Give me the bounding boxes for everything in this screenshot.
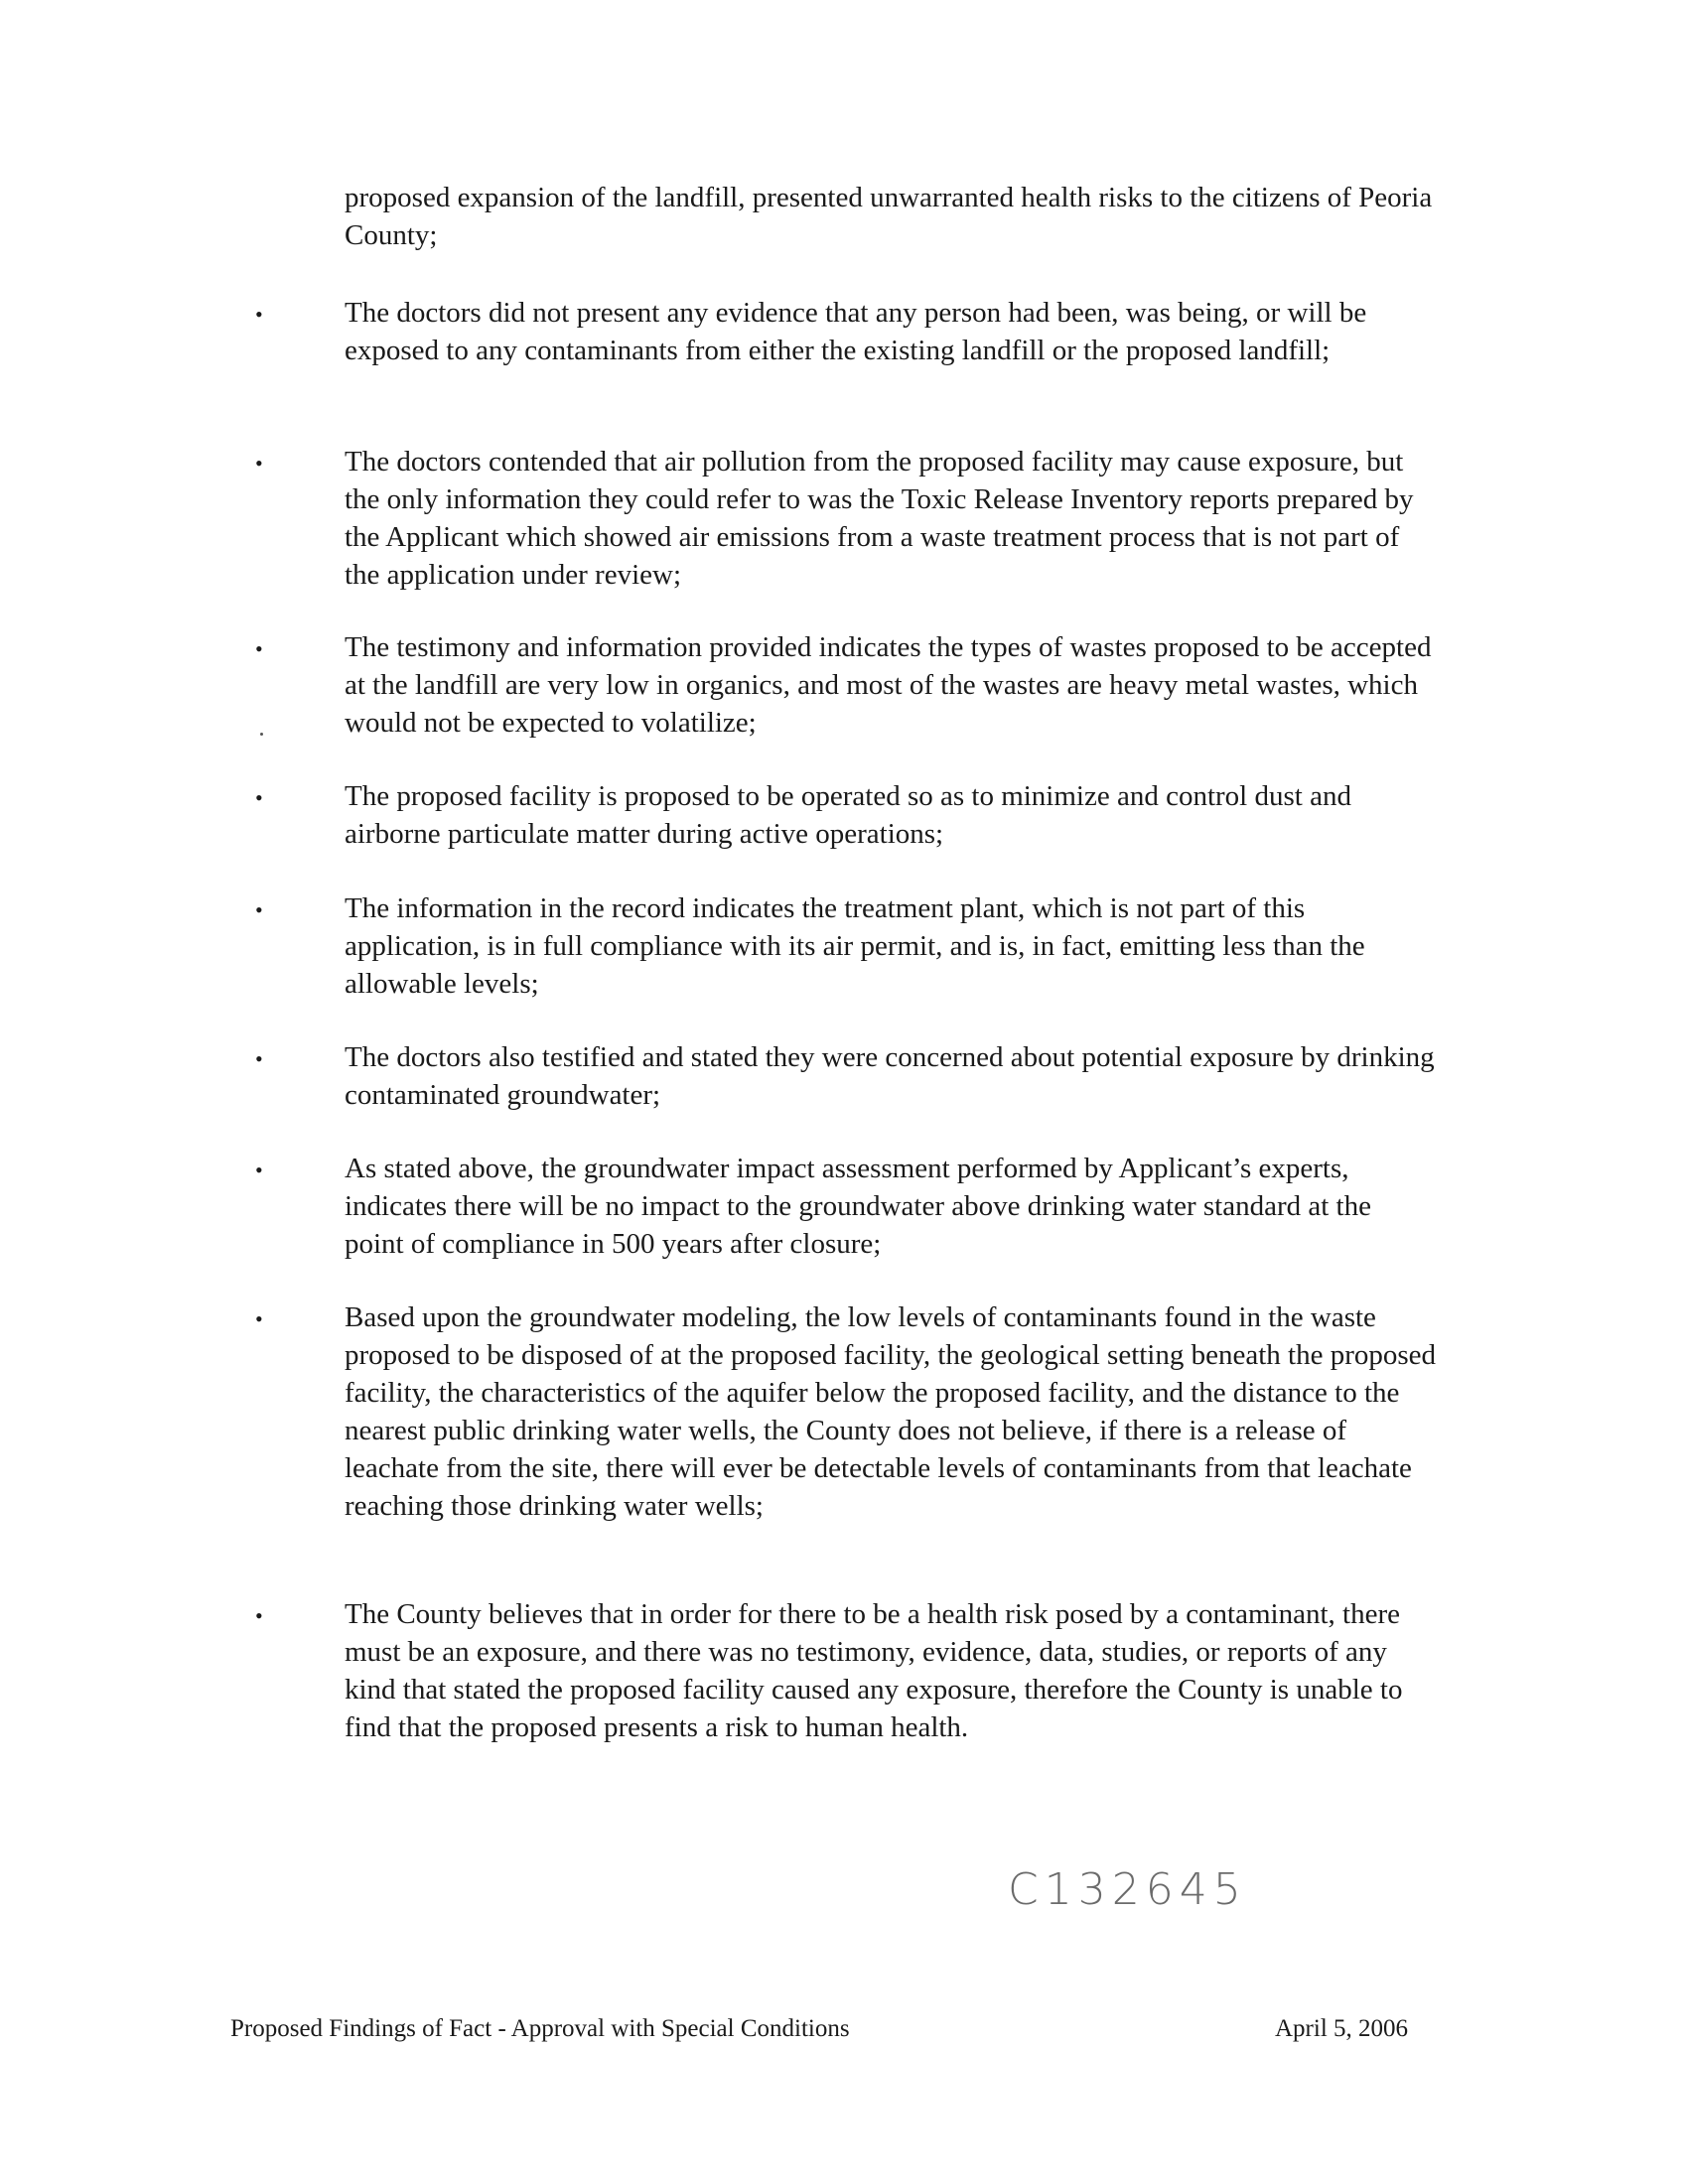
bullet-item [255, 1595, 1437, 1746]
bullet-item [255, 1038, 1437, 1114]
bullet-text: Based upon the groundwater modeling, the low levels of contaminants found in the waste proposed to be disposed of at the proposed facility, the geological setting beneath the proposed facility, the characteristics of the aquifer below the proposed facility, and the distance to the nearest public drinking water wells, the County does not believe, if there is a release of leachate from the site, there will ever be detectable levels of contaminants from that leachate reaching those drinking water wells; [345, 1301, 1437, 1522]
bullet-item [255, 1150, 1437, 1263]
bullet-text: The doctors did not present any evidence that any person had been, was being, or will be exposed to any contaminants from either the existing landfill or the proposed landfill; [345, 297, 1367, 366]
bullet-dot-icon: • [255, 451, 263, 476]
continuation-paragraph: proposed expansion of the landfill, presented unwarranted health risks to the citizens of Peoria County; [345, 182, 1433, 251]
bullet-text: The information in the record indicates the treatment plant, which is not part of this application, is in full compliance with its air permit, and is, in fact, emitting less than the allowable levels; [345, 892, 1365, 1000]
bullet-dot-icon: • [255, 1046, 263, 1071]
page-stamp-number: C132645 [1008, 1864, 1247, 1915]
bullet-text: The testimony and information provided indicates the types of wastes proposed to be accepted at the landfill are very low in organics, and most of the wastes are heavy metal wastes, which would not be expected to volatilize; [345, 631, 1432, 739]
bullet-text: The doctors contended that air pollution from the proposed facility may cause exposure, but the only information they could refer to was the Toxic Release Inventory reports prepared by the Applicant which showed air emissions from a waste treatment process that is not part of the application under review; [345, 446, 1414, 591]
bullet-item [255, 443, 1437, 594]
bullet-dot-icon: • [255, 1306, 263, 1331]
bullet-item [255, 294, 1437, 369]
scan-speck [260, 733, 263, 736]
bullet-text: The proposed facility is proposed to be operated so as to minimize and control dust and airborne particulate matter during active operations; [345, 780, 1351, 850]
bullet-text: The doctors also testified and stated they were concerned about potential exposure by drinking contaminated groundwater; [345, 1041, 1435, 1111]
bullet-dot-icon: • [255, 1158, 263, 1182]
bullet-item [255, 777, 1437, 853]
bullet-text: As stated above, the groundwater impact assessment performed by Applicant’s experts, indicates there will be no impact to the groundwater above drinking water standard at the point of compliance in 500 years after closure; [345, 1153, 1371, 1260]
footer-date: April 5, 2006 [1275, 2015, 1409, 2042]
bullet-item [255, 1298, 1437, 1525]
bullet-dot-icon: • [255, 302, 263, 327]
bullet-dot-icon: • [255, 785, 263, 810]
footer-document-title: Proposed Findings of Fact - Approval with Special Conditions [230, 2015, 850, 2042]
bullet-dot-icon: • [255, 636, 263, 661]
bullet-dot-icon: • [255, 897, 263, 922]
bullet-text: The County believes that in order for there to be a health risk posed by a contaminant, there must be an exposure, and there was no testimony, evidence, data, studies, or reports of any kind that stated the proposed facility caused any exposure, therefore the County is unable to find that the proposed presents a risk to human health. [345, 1598, 1403, 1743]
bullet-dot-icon: • [255, 1603, 263, 1628]
bullet-item [255, 889, 1437, 1003]
bullet-item [255, 628, 1437, 742]
